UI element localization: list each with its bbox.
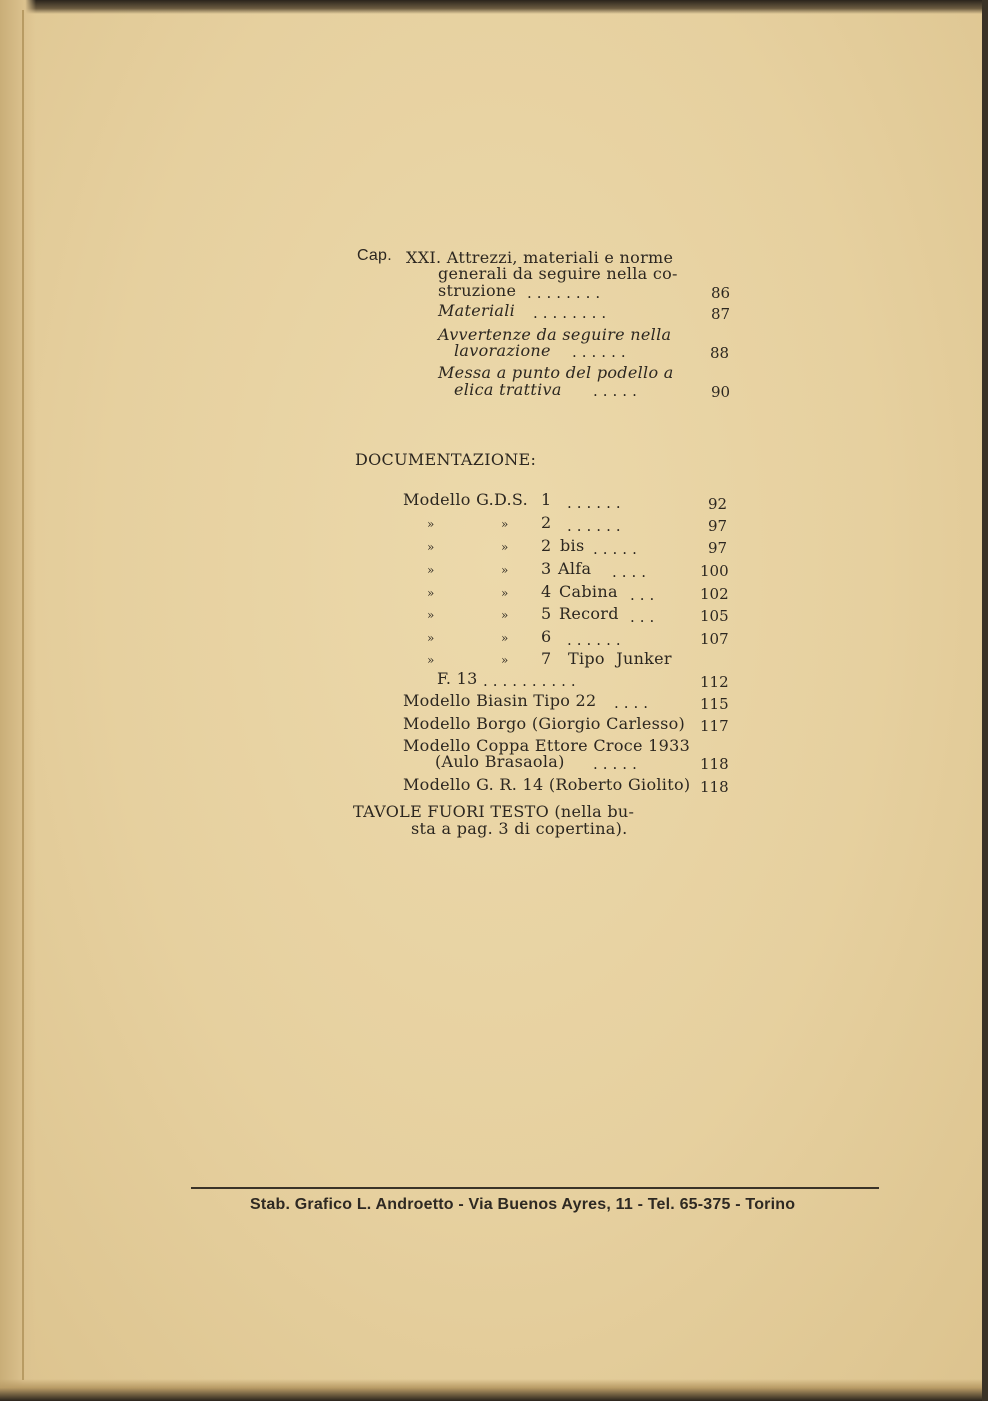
leader-dots: .......... [483,672,581,690]
entry-continuation: F. 13 [437,669,478,688]
entry-number: 6 [541,627,552,646]
page-edge-top [0,0,988,14]
page-number: 88 [710,344,730,362]
tavole-line1: TAVOLE FUORI TESTO (nella bu- [353,802,635,821]
printer-imprint: Stab. Grafico L. Androetto - Via Buenos Ayres, 11 - Tel. 65-375 - Torino [250,1196,796,1213]
leader-dots: ..... [593,755,642,773]
entry-number: 5 [541,604,552,623]
leader-dots: ..... [593,540,642,558]
entry-number: 7 [541,649,552,668]
entry-name: bis [560,536,585,555]
entry-number: 2 [541,513,552,532]
leader-dots: ..... [593,382,642,400]
page-number: 105 [700,607,729,625]
model-coppa-line2: (Aulo Brasaola) [435,752,565,771]
chapter-prefix: Cap. [357,247,392,264]
chapter-title-line2: generali da seguire nella co- [438,264,678,283]
leader-dots: ...... [572,343,631,361]
page-number: 97 [708,539,728,557]
ditto-mark: » [501,517,509,531]
ditto-mark: » [427,586,435,600]
page-edge-right [982,0,988,1401]
tavole-line2: sta a pag. 3 di copertina). [411,819,628,838]
page-number: 118 [700,778,729,796]
entry-label: Modello G.D.S. [403,490,528,509]
entry-name: Alfa [558,559,592,578]
chapter-title-line1: XXI. Attrezzi, materiali e norme [406,248,674,267]
page-edge-left [0,0,36,1401]
ditto-mark: » [501,540,509,554]
ditto-mark: » [427,517,435,531]
entry-name: Record [559,604,619,623]
entry-number: 4 [541,582,552,601]
entry-number: 3 [541,559,552,578]
page-number: 90 [711,383,731,401]
leader-dots: ...... [567,631,626,649]
entry-number: 1 [541,490,552,509]
page-edge-bottom [0,1379,988,1401]
page-number: 87 [711,305,731,323]
page-edge-left-line [22,10,24,1380]
model-biasin: Modello Biasin Tipo 22 [403,691,597,710]
leader-dots: ...... [567,517,626,535]
leader-dots: ... [630,608,660,626]
page-number: 100 [700,562,729,580]
page-number: 107 [700,630,729,648]
footer-rule [191,1187,879,1189]
subsection-materiali: Materiali [438,301,516,320]
section-heading: DOCUMENTAZIONE: [355,450,537,469]
ditto-mark: » [501,563,509,577]
subsection-avvertenze-line1: Avvertenze da seguire nella [438,325,672,344]
ditto-mark: » [427,608,435,622]
subsection-avvertenze-line2: lavorazione [454,341,551,360]
page-number: 86 [711,284,731,302]
page-number: 115 [700,695,729,713]
subsection-messa-line1: Messa a punto del podello a [438,363,674,382]
page-number: 117 [700,717,729,735]
model-coppa-line1: Modello Coppa Ettore Croce 1933 [403,736,691,755]
page-number: 112 [700,673,729,691]
leader-dots: ........ [533,304,612,322]
ditto-mark: » [427,631,435,645]
ditto-mark: » [427,563,435,577]
entry-name: Cabina [559,582,618,601]
page-number: 97 [708,517,728,535]
model-borgo: Modello Borgo (Giorgio Carlesso) [403,714,686,733]
ditto-mark: » [427,653,435,667]
ditto-mark: » [501,608,509,622]
leader-dots: ........ [527,284,606,302]
subsection-messa-line2: elica trattiva [454,380,562,399]
leader-dots: ... [630,586,660,604]
ditto-mark: » [427,540,435,554]
ditto-mark: » [501,631,509,645]
chapter-title-line3: struzione [438,281,517,300]
entry-number: 2 [541,536,552,555]
entry-name: Tipo Junker [568,649,672,668]
ditto-mark: » [501,586,509,600]
page-number: 92 [708,495,728,513]
page-number: 118 [700,755,729,773]
leader-dots: .... [614,694,654,712]
leader-dots: ...... [567,494,626,512]
leader-dots: .... [612,563,652,581]
ditto-mark: » [501,653,509,667]
model-gr14: Modello G. R. 14 (Roberto Giolito) [403,775,691,794]
page-number: 102 [700,585,729,603]
